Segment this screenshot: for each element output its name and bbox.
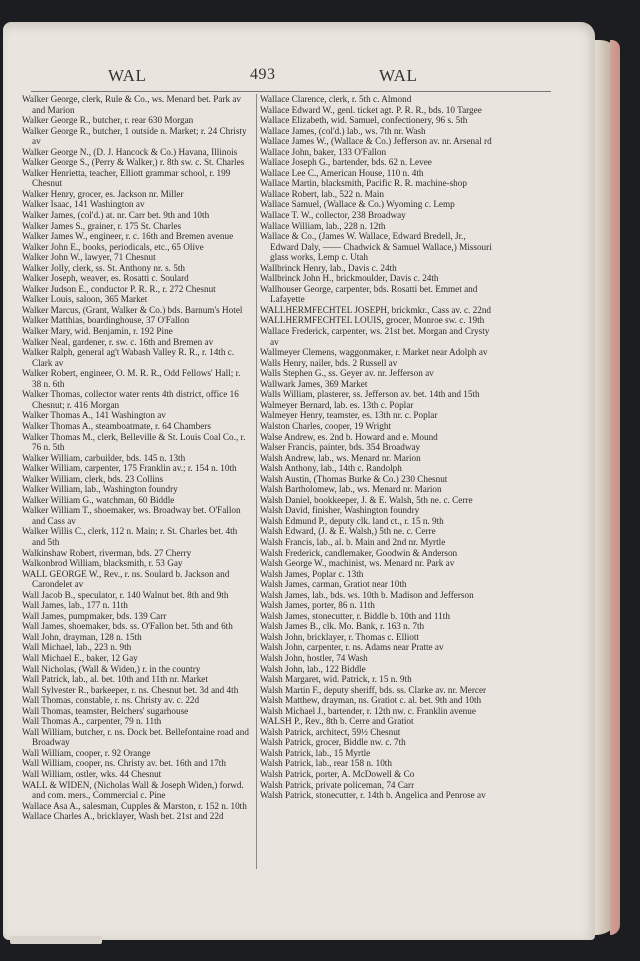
directory-entry: Wall John, drayman, 128 n. 15th [22,631,142,642]
directory-entry: Walker George S., (Perry & Walker,) r. 8th sw. c. St. Charles [22,157,245,168]
directory-entry: WALLHERMFECHTEL LOUIS, grocer, Monroe sw. c. 19th [260,315,485,326]
directory-entry: Walsh Patrick, architect, 59½ Chesnut [260,726,401,737]
directory-entry: Walls Stephen G., ss. Geyer av. nr. Jefferson av [260,368,434,379]
directory-entry: Walker Henrietta, teacher, Elliott grammar school, r. 199 Chesnut [22,167,231,189]
directory-entry: Wallace Clarence, clerk, r. 5th c. Almond [260,94,412,104]
directory-entry: Walsh Matthew, drayman, ns. Gratiot c. al. bet. 9th and 10th [260,695,482,706]
directory-entry: Walmeyer Henry, teamster, es. 13th nr. c. Poplar [260,410,438,421]
column-divider [256,94,257,869]
left-column [22,94,251,822]
directory-entry: Walker Henry, grocer, es. Jackson nr. Miller [22,188,184,199]
directory-entry: Walmeyer Bernard, lab. es. 13th c. Poplar [260,399,414,410]
directory-entry: Wallmeyer Clemens, waggonmaker, r. Market near Adolph av [260,347,488,358]
directory-entry: Walker Marcus, (Grant, Walker & Co.) bds. Barnum's Hotel [22,304,243,315]
directory-entry: Walkonbrod William, blacksmith, r. 53 Gay [22,558,183,569]
directory-entry: Wallace Asa A., salesman, Cupples & Marston, r. 152 n. 10th [22,800,247,811]
directory-entry: Wall Jacob B., speculator, r. 140 Walnut bet. 8th and 9th [22,589,229,600]
directory-entry: Wall Michael, lab., 223 n. 9th [22,642,132,653]
directory-entry: Walsh Michael J., bartender, r. 12th nw. c. Franklin avenue [260,705,476,716]
directory-entry: Walker William, carbuilder, bds. 145 n. 13th [22,452,186,463]
directory-entry: Walse Andrew, es. 2nd b. Howard and e. Mound [260,431,438,442]
directory-entry: Walsh John, carpenter, r. ns. Adams near Pratte av [260,642,444,653]
directory-entry: Walsh Edward, (J. & E. Walsh,) 5th ne. c. Cerre [260,526,436,537]
directory-entry: Walser Francis, painter, bds. 354 Broadway [260,442,421,453]
directory-entry: Walker Willis C., clerk, 112 n. Main; r. St. Charles bet. 4th and 5th [22,526,238,547]
directory-entry: Walls William, plasterer, ss. Jefferson av. bet. 14th and 15th [260,389,480,400]
directory-entry: Wallace William, lab., 228 n. 12th [260,220,386,231]
directory-entry: Walker Ralph, general ag't Wabash Valley R. R., r. 14th c. Clark av [22,347,235,368]
directory-entry: Walker Thomas A., steamboatmate, r. 64 Chambers [22,420,211,431]
directory-entry: Walsh Anthony, lab., 14th c. Randolph [260,463,402,474]
directory-entry: Walker Thomas M., clerk, Belleville & St. Louis Coal Co., r. 76 n. 5th [22,431,246,453]
directory-entry: Walsh Margaret, wid. Patrick, r. 15 n. 9th [260,674,412,685]
directory-entry: Walker Jolly, clerk, ss. St. Anthony nr. s. 5th [22,262,186,273]
directory-entry: WALLHERMFECHTEL JOSEPH, brickmkr., Cass av. c. 22nd [260,304,492,315]
directory-entry: Walston Charles, cooper, 19 Wright [260,420,392,431]
directory-entry: WALL & WIDEN, (Nicholas Wall & Joseph Widen,) forwd. and com. mers., Commercial c. Pine [22,779,244,801]
directory-entry: Walsh Patrick, stonecutter, r. 14th b. Angelica and Penrose av [260,790,486,801]
directory-entry: Wall Thomas, constable, r. ns. Christy av. c. 22d [22,695,200,706]
directory-entry: Walker William G., watchman, 60 Biddle [22,494,175,505]
directory-entry: Walsh James B., clk. Mo. Bank, r. 163 n. 7th [260,621,425,632]
directory-entry: Wallace Joseph G., bartender, bds. 62 n. Levee [260,157,432,168]
directory-entry: Wall James, pumpmaker, bds. 139 Carr [22,610,167,621]
directory-entry: Wall Thomas, teamster, Belchers' sugarhouse [22,705,189,716]
header-left-guide-word: WAL [108,66,147,85]
directory-entry: Walker Thomas A., 141 Washington av [22,410,166,421]
directory-entry: Wall Patrick, lab., al. bet. 10th and 11th nr. Market [22,674,208,685]
directory-entry: Wallace T. W., collector, 238 Broadway [260,210,406,221]
directory-entry: Walsh John, bricklayer, r. Thomas c. Elliott [260,631,419,642]
directory-entry: Wallace Frederick, carpenter, ws. 21st bet. Morgan and Crysty av [260,326,490,347]
directory-entry: Walker Mary, wid. Benjamin, r. 192 Pine [22,326,173,337]
directory-entry: Walker William, carpenter, 175 Franklin av.; r. 154 n. 10th [22,463,237,474]
directory-entry: Walker Robert, engineer, O. M. R. R., Odd Fellows' Hall; r. 38 n. 6th [22,368,241,389]
directory-entry: Wall Nicholas, (Wall & Widen,) r. in the country [22,663,201,674]
running-header [3,66,563,90]
header-rule [31,91,551,92]
directory-entry: Walsh David, finisher, Washington foundry [260,505,420,516]
directory-entry: Wallace James, (col'd.) lab., ws. 7th nr. Wash [260,125,426,136]
directory-entry: Wallace James W., (Wallace & Co.) Jefferson av. nr. Arsenal rd [260,136,492,147]
directory-entry: Walker Isaac, 141 Washington av [22,199,145,210]
header-right-guide-word: WAL [379,66,418,85]
directory-entry: Walker James W., engineer, r. c. 16th and Bremen avenue [22,231,234,242]
directory-entry: Walker George, clerk, Rule & Co., ws. Menard bet. Park av and Marion [22,94,242,115]
directory-entry: Walsh James, Poplar c. 13th [260,568,364,579]
directory-entry: Walsh James, carman, Gratiot near 10th [260,579,407,590]
directory-entry: Walsh Patrick, lab., rear 158 n. 10th [260,758,392,769]
directory-entry: Walker George R., butcher, 1 outside n. Market; r. 24 Christy av [22,125,247,147]
directory-entry: Wallace Samuel, (Wallace & Co.) Wyoming c. Lemp [260,199,455,210]
directory-entry: Wallace Edward W., genl. ticket agt. P. R. R., bds. 10 Targee [260,104,482,115]
directory-entry: Wallhouser George, carpenter, bds. Rosatti bet. Emmet and Lafayette [260,283,478,305]
directory-entry: Walsh Frederick, candlemaker, Goodwin & Anderson [260,547,458,558]
directory-entry: Walker James, (col'd.) at. nr. Carr bet. 9th and 10th [22,210,210,221]
directory-entry: Wallbrinck Henry, lab., Davis c. 24th [260,262,397,273]
directory-entry: Wallace Robert, lab., 522 n. Main [260,188,385,199]
page-number: 493 [250,66,276,83]
directory-entry: Walsh Andrew, lab., ws. Menard nr. Marion [260,452,421,463]
directory-entry: Wall William, ostler, wks. 44 Chesnut [22,769,162,779]
right-column [260,94,492,801]
directory-entry: Walker John E., books, periodicals, etc., 65 Olive [22,241,204,252]
directory-entry: Walsh Daniel, bookkeeper, J. & E. Walsh, 5th ne. c. Cerre [260,494,473,505]
directory-entry: Wall James, lab., 177 n. 11th [22,600,128,611]
directory-entry: WALSH P., Rev., 8th b. Cerre and Gratiot [260,716,414,727]
directory-entry: Walker Louis, saloon, 365 Market [22,294,148,305]
page-corner-tab [10,936,102,944]
directory-entry: Walker Matthias, boardinghouse, 37 O'Fallon [22,315,190,326]
directory-entry: Wallbrinck John H., brickmoulder, Davis c. 24th [260,273,439,284]
directory-entry: Walls Henry, nailer, bds. 2 Russell av [260,357,398,368]
directory-entry: Walker Thomas, collector water rents 4th district, office 16 Chesnut; r. 416 Morgan [22,389,239,410]
directory-entry: Wall Thomas A., carpenter, 79 n. 11th [22,716,162,727]
directory-entry: Wall William, butcher, r. ns. Dock bet. Bellefontaine road and Broadway [22,726,249,748]
directory-entry: Wallace & Co., (James W. Wallace, Edward Bredell, Jr., Edward Daly, —— Chadwick & Samuel Wallace,) Missouri glass works, Lemp c. Utah [260,231,492,263]
directory-entry: Wallace Charles A., bricklayer, Wash bet. 21st and 22d [22,811,224,822]
directory-entry: Walsh John, hostler, 74 Wash [260,652,368,663]
directory-entry: Walsh James, lab., bds. ws. 10th b. Madison and Jefferson [260,589,474,600]
directory-entry: Wallace Martin, blacksmith, Pacific R. R. machine-shop [260,178,467,189]
directory-entry: Walsh Patrick, grocer, Biddle nw. c. 7th [260,737,406,748]
directory-entry: Walsh Patrick, porter, A. McDowell & Co [260,769,415,779]
directory-entry: Walker George N., (D. J. Hancock & Co.) Havana, Illinois [22,146,238,157]
directory-entry: Wall Michael E., baker, 12 Gay [22,652,138,663]
directory-entry: Walker John W., lawyer, 71 Chesnut [22,252,156,263]
directory-entry: Walsh Martin F., deputy sheriff, bds. ss. Clarke av. nr. Mercer [260,684,487,695]
directory-entry: Wallace John, baker, 133 O'Fallon [260,146,387,157]
directory-entry: Walkinshaw Robert, riverman, bds. 27 Cherry [22,547,192,558]
directory-entry: Walsh Edmund P., deputy clk. land ct., r. 15 n. 9th [260,515,444,526]
directory-entry: Walker George R., butcher, r. rear 630 Morgan [22,115,194,126]
directory-entry: Walsh James, stonecutter, r. Biddle b. 10th and 11th [260,610,450,621]
directory-entry: Wall James, shoemaker, bds. ss. O'Fallon bet. 5th and 6th [22,621,233,632]
directory-entry: Wallace Lee C., American House, 110 n. 4th [260,167,424,178]
directory-entry: WALL GEORGE W., Rev., r. ns. Soulard b. Jackson and Carondelet av [22,568,230,590]
directory-entry: Walsh John, lab., 122 Biddle [260,663,366,674]
directory-entry: Walsh Patrick, lab., 15 Myrtle [260,747,371,758]
directory-entry: Walker Neal, gardener, r. sw. c. 16th and Bremen av [22,336,214,347]
directory-entry: Walker William T., shoemaker, ws. Broadway bet. O'Fallon and Cass av [22,505,241,526]
directory-entry: Walker William, lab., Washington foundry [22,484,178,495]
directory-entry: Walker William, clerk, bds. 23 Collins [22,473,164,484]
directory-entry: Walker James S., grainer, r. 175 St. Charles [22,220,182,231]
directory-entry: Walsh George W., machinist, ws. Menard nr. Park av [260,558,455,569]
directory-entry: Wall William, cooper, ns. Christy av. bet. 16th and 17th [22,758,226,769]
directory-entry: Walsh Austin, (Thomas Burke & Co.) 230 Chesnut [260,473,448,484]
directory-entry: Walker Joseph, weaver, es. Rosatti c. Soulard [22,273,189,284]
directory-entry: Walsh Patrick, private policeman, 74 Carr [260,779,415,790]
directory-entry: Walsh James, porter, 86 n. 11th [260,600,375,611]
directory-entry: Walker Judson E., conductor P. R. R., r. 272 Chesnut [22,283,216,294]
directory-entry: Walsh Francis, lab., al. b. Main and 2nd nr. Myrtle [260,536,446,547]
directory-entry: Wallwark James, 369 Market [260,378,368,389]
directory-entry: Wallace Elizabeth, wid. Samuel, confectionery, 96 s. 5th [260,115,468,126]
directory-entry: Wall William, cooper, r. 92 Orange [22,747,151,758]
directory-entry: Wall Sylvester R., barkeeper, r. ns. Chesnut bet. 3d and 4th [22,684,239,695]
directory-entry: Walsh Bartholomew, lab., ws. Menard nr. Marion [260,484,442,495]
